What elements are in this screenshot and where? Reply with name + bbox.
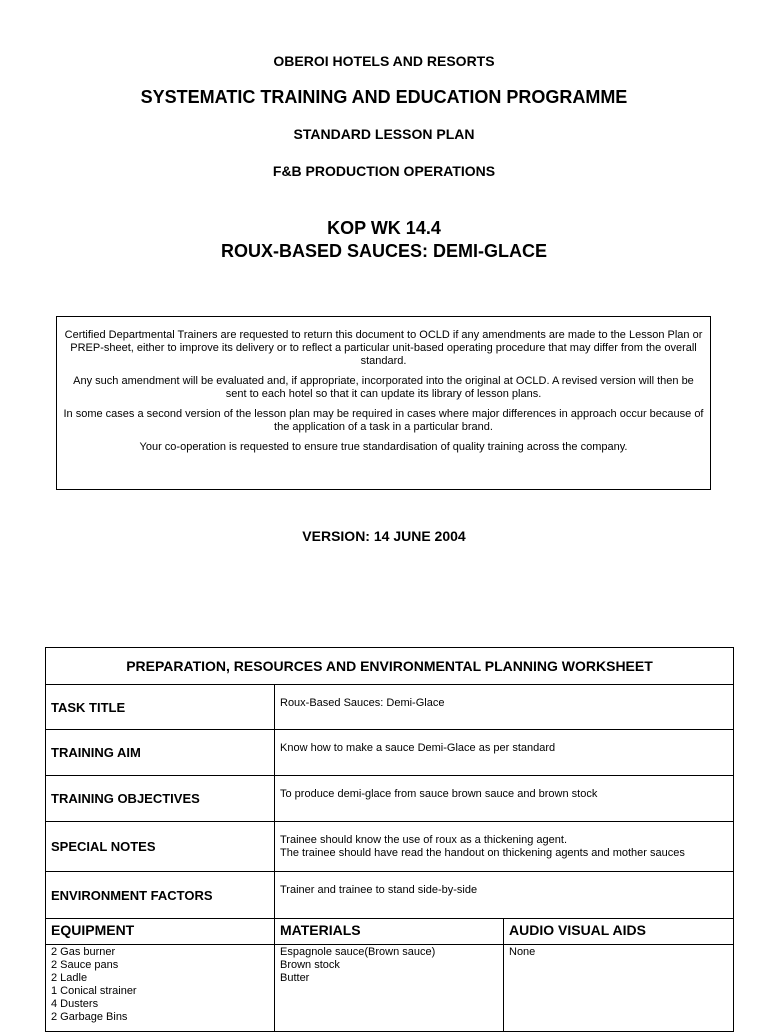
amendment-notice xyxy=(56,316,711,490)
notice-paragraph: In some cases a second version of the lesson plan may be required in cases where major differences in approach occur because of the application of a task in a particular brand. xyxy=(63,408,704,433)
note-line: The trainee should have read the handout on thickening agents and mother sauces xyxy=(280,847,685,859)
list-item: Brown stock xyxy=(280,959,340,971)
row-value xyxy=(275,822,734,872)
lesson-plan-label: STANDARD LESSON PLAN xyxy=(293,126,475,142)
lesson-topic: ROUX-BASED SAUCES: DEMI-GLACE xyxy=(220,241,547,261)
row-value: Roux-Based Sauces: Demi-Glace xyxy=(275,685,734,730)
row-label: TRAINING OBJECTIVES xyxy=(46,776,275,822)
list-item: None xyxy=(509,946,536,958)
lesson-heading xyxy=(0,217,768,263)
equipment-header: EQUIPMENT xyxy=(46,919,275,945)
row-value: Trainer and trainee to stand side-by-side xyxy=(275,872,734,919)
row-label: TRAINING AIM xyxy=(46,730,275,776)
audio-visual-header: AUDIO VISUAL AIDS xyxy=(504,919,734,945)
materials-header: MATERIALS xyxy=(275,919,504,945)
row-label: ENVIRONMENT FACTORS xyxy=(46,872,275,919)
row-label: SPECIAL NOTES xyxy=(46,822,275,872)
version-label: VERSION: 14 JUNE 2004 xyxy=(302,528,466,544)
equipment-list xyxy=(46,945,275,1032)
list-item: Butter xyxy=(280,972,310,984)
department-label: F&B PRODUCTION OPERATIONS xyxy=(272,163,496,179)
row-value: To produce demi-glace from sauce brown sauce and brown stock xyxy=(275,776,734,822)
list-item: 1 Conical strainer xyxy=(51,985,137,997)
notice-paragraph: Your co-operation is requested to ensure true standardisation of quality training across the company. xyxy=(139,441,628,453)
notice-paragraph: Any such amendment will be evaluated and, if appropriate, incorporated into the original at OCLD. A revised version will then be sent to each hotel so that it can update its library of lesson plans. xyxy=(73,375,694,400)
list-item: 2 Ladle xyxy=(51,972,88,984)
list-item: 2 Sauce pans xyxy=(51,959,119,971)
materials-list xyxy=(275,945,504,1032)
programme-title: SYSTEMATIC TRAINING AND EDUCATION PROGRAMME xyxy=(140,87,628,107)
list-item: 4 Dusters xyxy=(51,998,99,1010)
list-item: 2 Garbage Bins xyxy=(51,1011,128,1023)
list-item: 2 Gas burner xyxy=(51,946,116,958)
audio-visual-list xyxy=(504,945,734,1032)
list-item: Espagnole sauce(Brown sauce) xyxy=(280,946,436,958)
row-label: TASK TITLE xyxy=(46,685,275,730)
lesson-code: KOP WK 14.4 xyxy=(327,218,441,238)
row-value: Know how to make a sauce Demi-Glace as per standard xyxy=(275,730,734,776)
worksheet-title: PREPARATION, RESOURCES AND ENVIRONMENTAL PLANNING WORKSHEET xyxy=(46,648,734,685)
notice-paragraph: Certified Departmental Trainers are requested to return this document to OCLD if any amendments are made to the Lesson Plan or PREP-sheet, either to improve its delivery or to reflect a particular unit-based operating procedure that may differ from the overall standard. xyxy=(64,329,703,367)
note-line: Trainee should know the use of roux as a thickening agent. xyxy=(280,834,567,846)
planning-worksheet xyxy=(45,647,734,1032)
organization-name: OBEROI HOTELS AND RESORTS xyxy=(273,53,495,69)
